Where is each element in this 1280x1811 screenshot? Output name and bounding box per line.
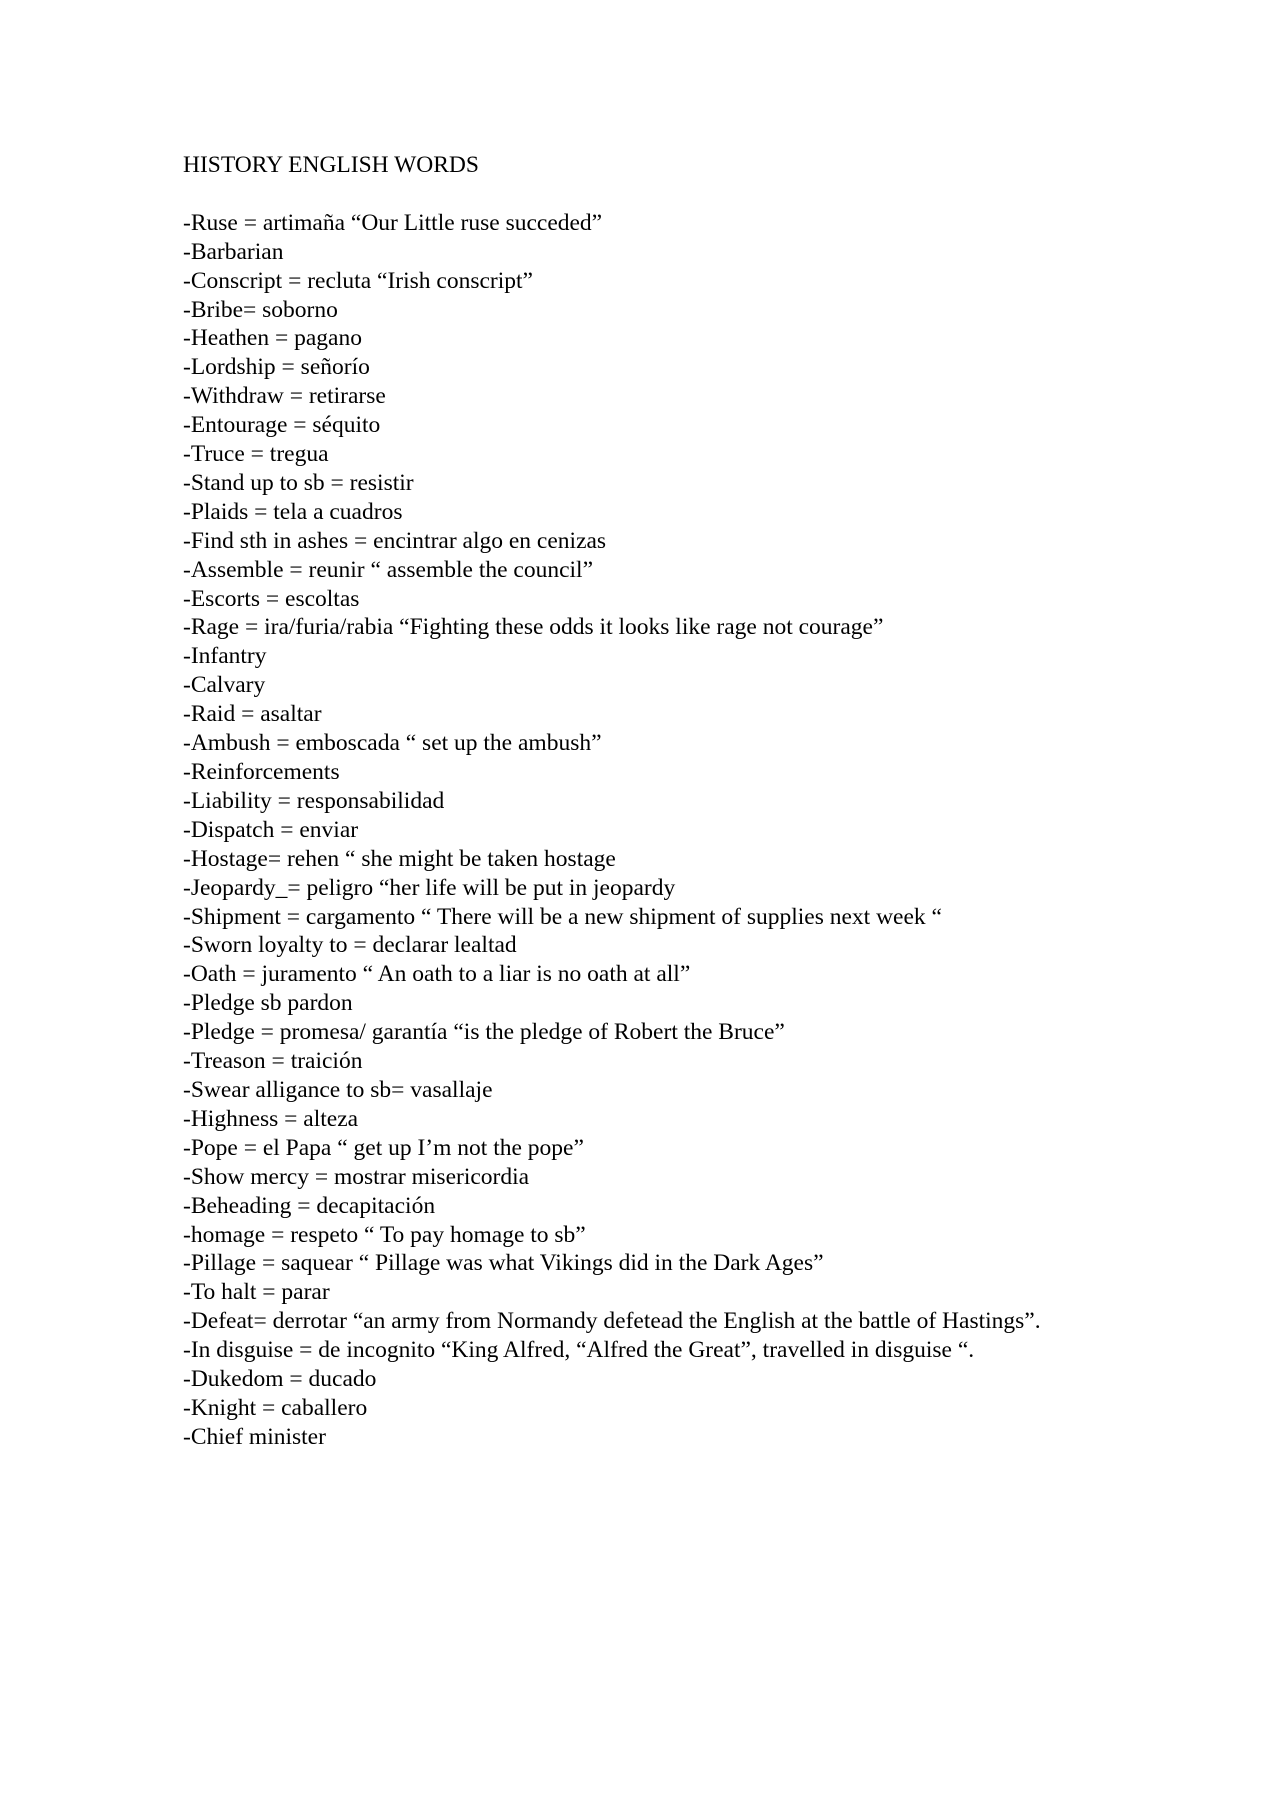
- vocabulary-entry: -Conscript = recluta “Irish conscript”: [183, 267, 533, 294]
- document-title: HISTORY ENGLISH WORDS: [183, 152, 479, 178]
- vocabulary-entry: -Plaids = tela a cuadros: [183, 498, 403, 525]
- vocabulary-entry: -Heathen = pagano: [183, 325, 362, 352]
- vocabulary-entry: -In disguise = de incognito “King Alfred, “Alfred the Great”, travelled in disguise “.: [183, 1337, 975, 1364]
- vocabulary-entry: -Pillage = saquear “ Pillage was what Vikings did in the Dark Ages”: [183, 1250, 824, 1277]
- vocabulary-entry: -Knight = caballero: [183, 1394, 368, 1421]
- document-content: [183, 151, 1183, 1452]
- vocabulary-entry: -Stand up to sb = resistir: [183, 469, 414, 496]
- vocabulary-entry: -Pledge = promesa/ garantía “is the pledge of Robert the Bruce”: [183, 1019, 785, 1046]
- vocabulary-entry: -Escorts = escoltas: [183, 585, 360, 612]
- vocabulary-entry: -Shipment = cargamento “ There will be a new shipment of supplies next week “: [183, 903, 942, 930]
- vocabulary-entry: -Hostage= rehen “ she might be taken hostage: [183, 845, 616, 872]
- vocabulary-entry: -Chief minister: [183, 1423, 326, 1450]
- vocabulary-entry: -Pope = el Papa “ get up I’m not the pope”: [183, 1134, 584, 1161]
- vocabulary-entry: -Show mercy = mostrar misericordia: [183, 1163, 530, 1190]
- vocabulary-entry: -Find sth in ashes = encintrar algo en cenizas: [183, 527, 607, 554]
- vocabulary-entry: -Truce = tregua: [183, 441, 329, 468]
- vocabulary-entry: -Ruse = artimaña “Our Little ruse succeded”: [183, 209, 603, 236]
- vocabulary-entry: -Highness = alteza: [183, 1105, 359, 1132]
- vocabulary-entry: -Rage = ira/furia/rabia “Fighting these odds it looks like rage not courage”: [183, 614, 884, 641]
- vocabulary-entry: -Assemble = reunir “ assemble the council”: [183, 556, 593, 583]
- vocabulary-entry: -Sworn loyalty to = declarar lealtad: [183, 932, 517, 959]
- vocabulary-entry: -Beheading = decapitación: [183, 1192, 436, 1219]
- vocabulary-entry: -Infantry: [183, 643, 267, 670]
- title-spacer: [183, 180, 1183, 209]
- vocabulary-entry: -Liability = responsabilidad: [183, 787, 445, 814]
- vocabulary-entry: -Ambush = emboscada “ set up the ambush”: [183, 730, 602, 757]
- vocabulary-entry: -Oath = juramento “ An oath to a liar is no oath at all”: [183, 961, 691, 988]
- vocabulary-entry: -Lordship = señorío: [183, 354, 370, 381]
- vocabulary-entry: -Treason = traición: [183, 1048, 363, 1075]
- vocabulary-entry: -Withdraw = retirarse: [183, 383, 386, 410]
- vocabulary-entry: -Pledge sb pardon: [183, 990, 353, 1017]
- vocabulary-entry: -homage = respeto “ To pay homage to sb”: [183, 1221, 586, 1248]
- vocabulary-list: [183, 209, 1183, 1452]
- vocabulary-entry: -To halt = parar: [183, 1279, 330, 1306]
- vocabulary-entry: -Dukedom = ducado: [183, 1366, 377, 1393]
- vocabulary-entry: -Dispatch = enviar: [183, 816, 359, 843]
- vocabulary-entry: -Barbarian: [183, 238, 284, 265]
- vocabulary-entry: -Swear alligance to sb= vasallaje: [183, 1076, 493, 1103]
- vocabulary-entry: -Entourage = séquito: [183, 412, 381, 439]
- vocabulary-entry: -Defeat= derrotar “an army from Normandy defetead the English at the battle of Hastings”.: [183, 1308, 1041, 1335]
- vocabulary-entry: -Bribe= soborno: [183, 296, 338, 323]
- vocabulary-entry: -Calvary: [183, 672, 266, 699]
- vocabulary-entry: -Jeopardy_= peligro “her life will be put in jeopardy: [183, 874, 676, 901]
- vocabulary-entry: -Reinforcements: [183, 759, 340, 785]
- vocabulary-entry: -Raid = asaltar: [183, 701, 322, 728]
